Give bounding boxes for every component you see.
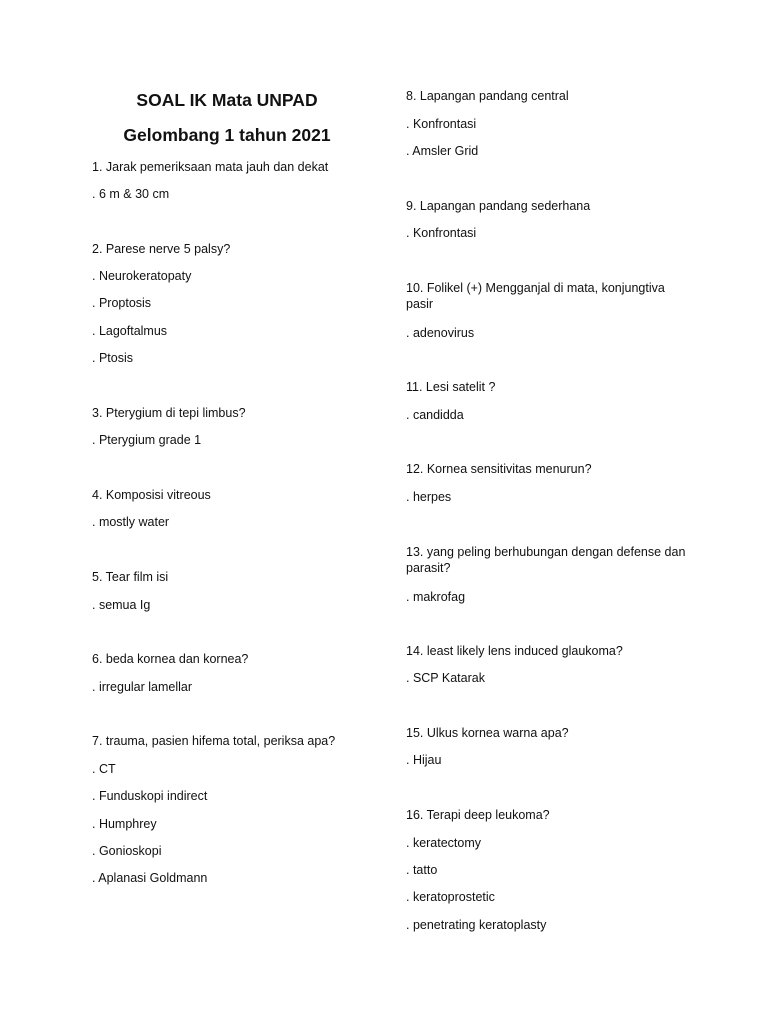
answer-2-1: . Neurokeratopaty (92, 269, 192, 283)
answer-12-1: . herpes (406, 490, 452, 504)
question-16: 16. Terapi deep leukoma? (406, 808, 550, 822)
question-2: 2. Parese nerve 5 palsy? (92, 242, 231, 256)
answer-11-1: . candidda (406, 408, 464, 422)
answer-16-3: . keratoprostetic (406, 890, 495, 904)
answer-3-1: . Pterygium grade 1 (92, 433, 202, 447)
answer-8-2: . Amsler Grid (406, 144, 479, 158)
answer-6-1: . irregular lamellar (92, 680, 193, 694)
question-11: 11. Lesi satelit ? (406, 380, 496, 394)
answer-2-2: . Proptosis (92, 296, 152, 310)
answer-2-3: . Lagoftalmus (92, 324, 168, 338)
question-10: 10. Folikel (+) Mengganjal di mata, konjungtiva pasir (406, 281, 665, 311)
question-6: 6. beda kornea dan kornea? (92, 652, 249, 666)
answer-7-3: . Humphrey (92, 817, 157, 831)
answer-16-1: . keratectomy (406, 836, 482, 850)
answer-10-1: . adenovirus (406, 326, 475, 340)
page-subtitle: Gelombang 1 tahun 2021 (123, 125, 331, 145)
question-9: 9. Lapangan pandang sederhana (406, 199, 591, 213)
question-1: 1. Jarak pemeriksaan mata jauh dan dekat (92, 160, 329, 174)
question-3: 3. Pterygium di tepi limbus? (92, 406, 246, 420)
answer-7-4: . Gonioskopi (92, 844, 162, 858)
answer-9-1: . Konfrontasi (406, 226, 477, 240)
answer-7-1: . CT (92, 762, 116, 776)
answer-2-4: . Ptosis (92, 351, 133, 365)
page-title: SOAL IK Mata UNPAD (136, 90, 318, 110)
question-14: 14. least likely lens induced glaukoma? (406, 644, 623, 658)
answer-13-1: . makrofag (406, 590, 466, 604)
answer-15-1: . Hijau (406, 753, 442, 767)
answer-7-2: . Funduskopi indirect (92, 789, 208, 803)
answer-8-1: . Konfrontasi (406, 117, 477, 131)
answer-1-1: . 6 m & 30 cm (92, 187, 170, 201)
answer-14-1: . SCP Katarak (406, 671, 485, 685)
answer-16-4: . penetrating keratoplasty (406, 918, 547, 932)
answer-5-1: . semua Ig (92, 598, 151, 612)
question-12: 12. Kornea sensitivitas menurun? (406, 462, 592, 476)
question-8: 8. Lapangan pandang central (406, 89, 569, 103)
answer-7-5: . Aplanasi Goldmann (92, 871, 208, 885)
answer-4-1: . mostly water (92, 515, 170, 529)
question-15: 15. Ulkus kornea warna apa? (406, 726, 569, 740)
question-5: 5. Tear film isi (92, 570, 169, 584)
answer-16-2: . tatto (406, 863, 438, 877)
question-7: 7. trauma, pasien hifema total, periksa apa? (92, 734, 336, 748)
question-4: 4. Komposisi vitreous (92, 488, 211, 502)
question-13: 13. yang peling berhubungan dengan defense dan parasit? (406, 545, 686, 575)
